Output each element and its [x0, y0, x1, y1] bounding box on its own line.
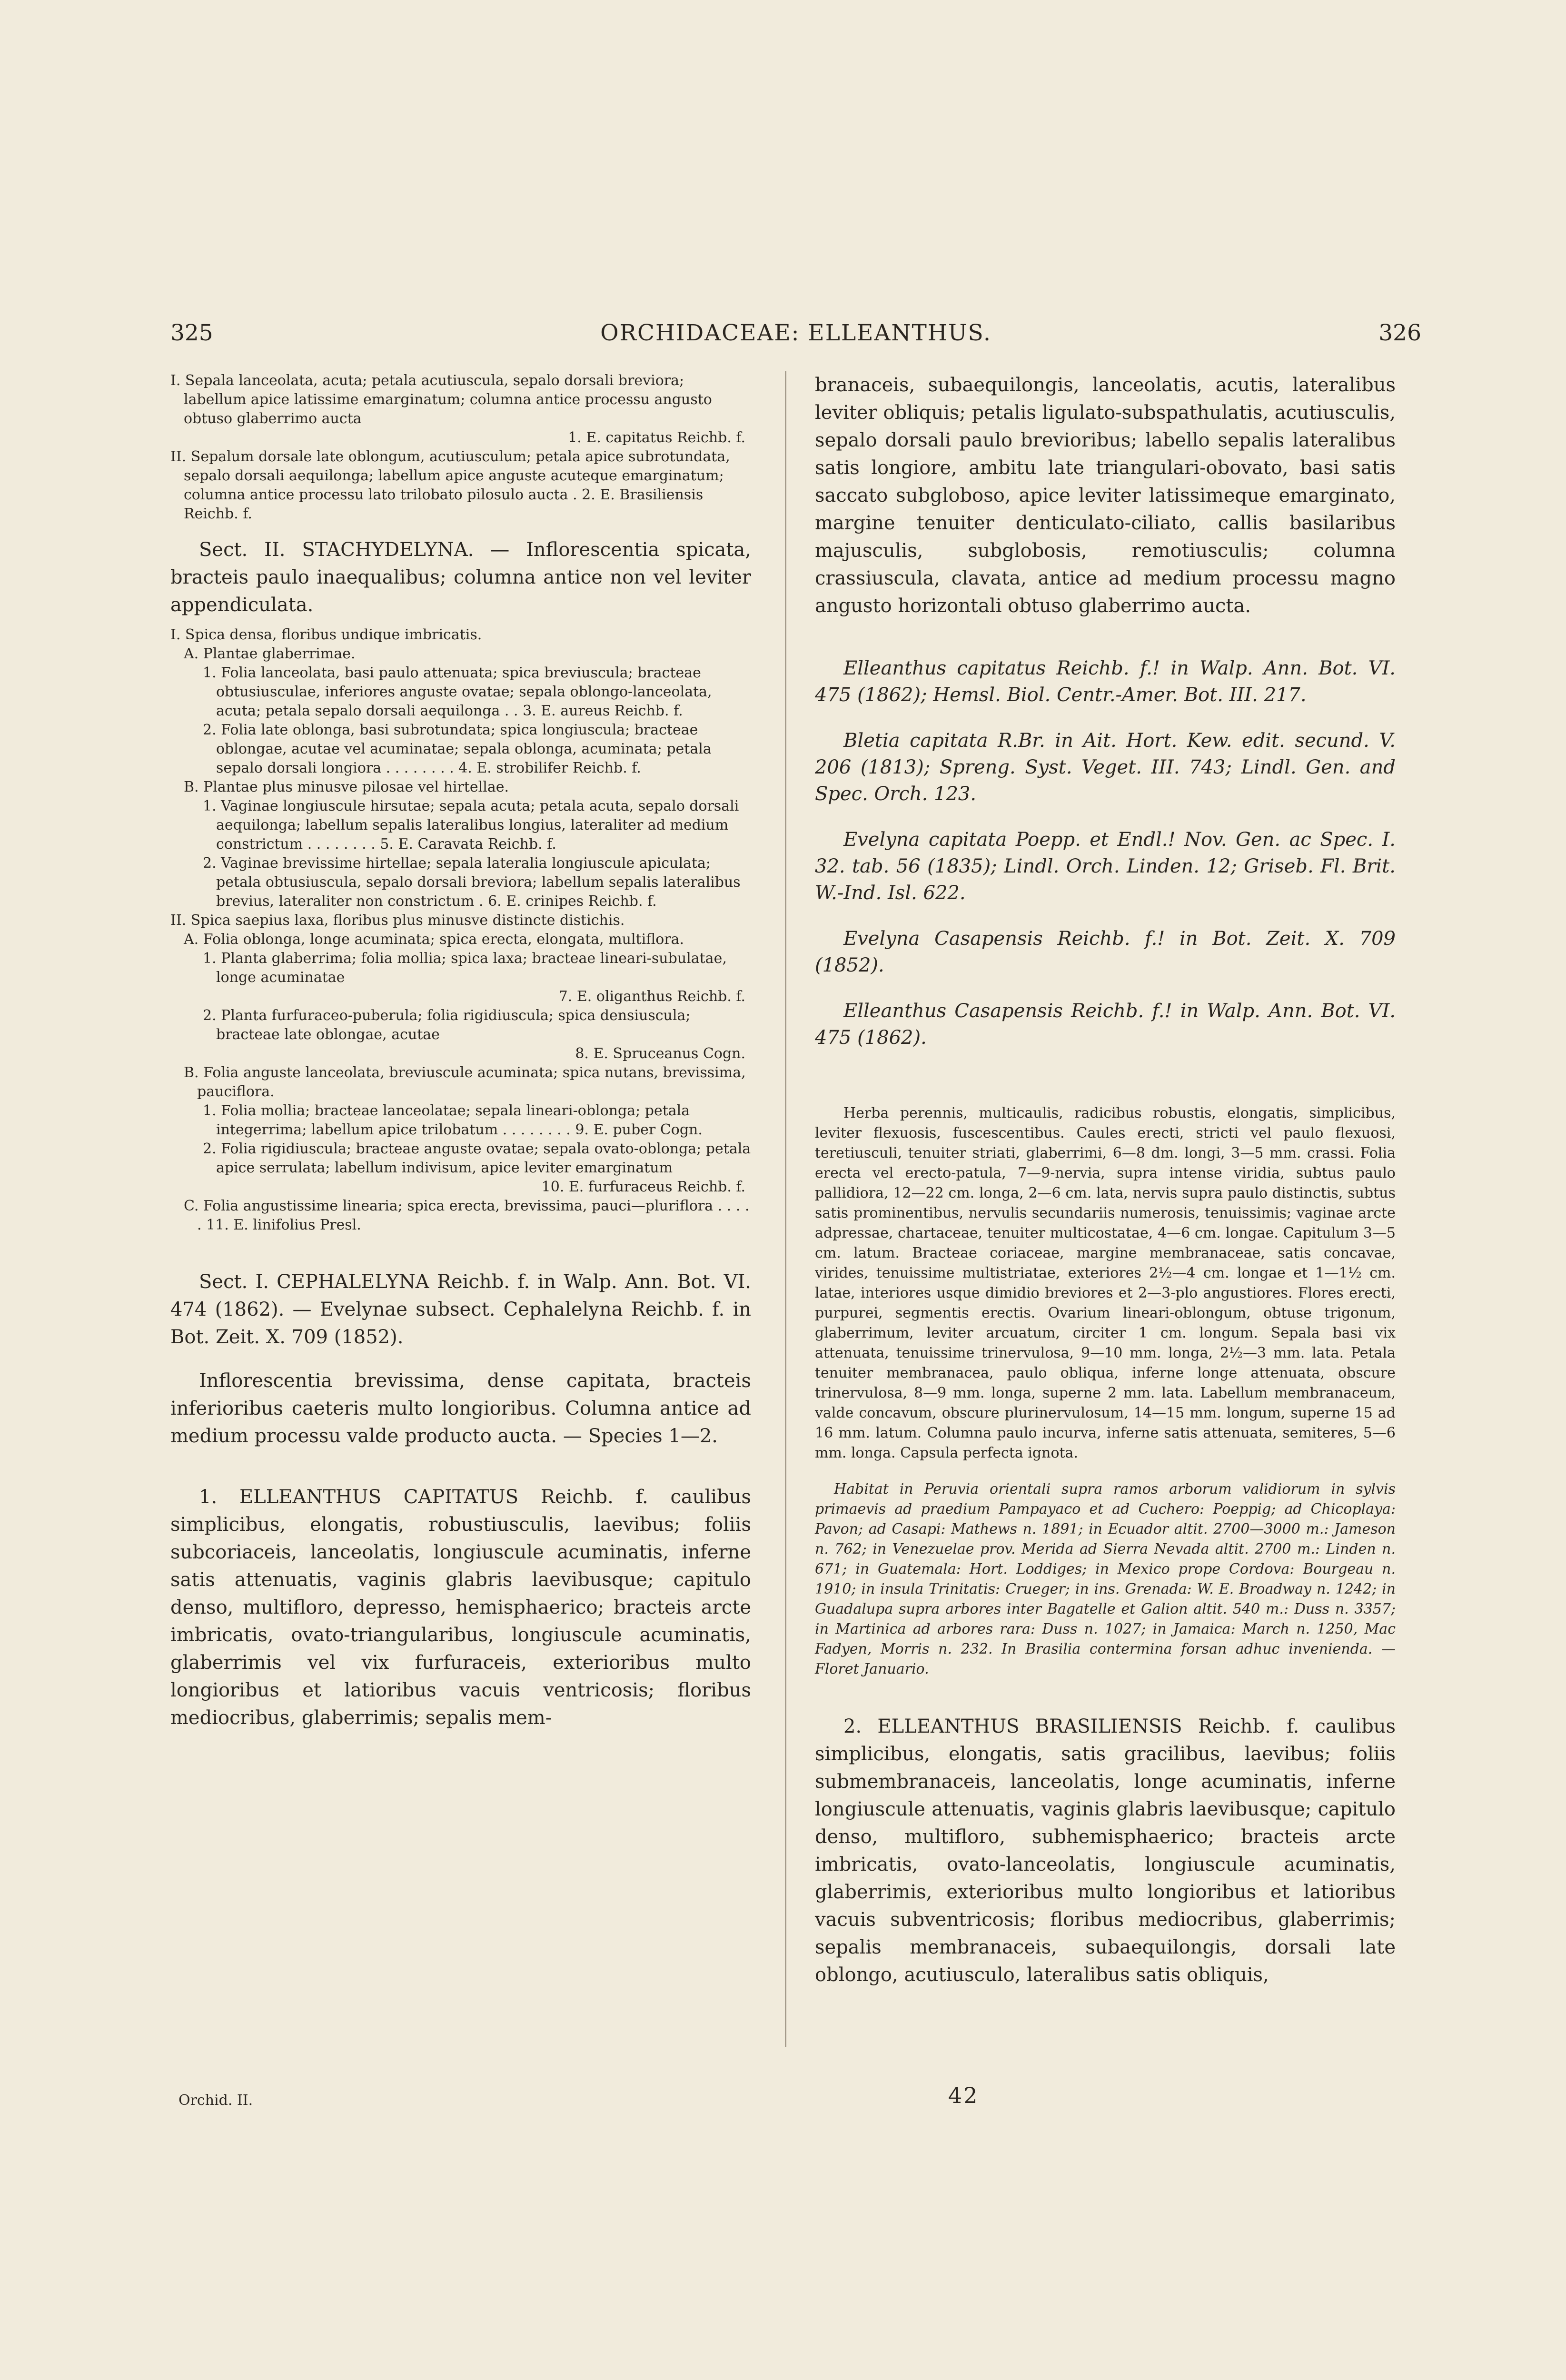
key-line: 2. Folia late oblonga, basi subrotundata; spica longiuscula; bracteae oblongae, acutae vel acuminatae; sepala oblonga, acuminata; petala sepalo dorsali longiora . . . . . . . . 4. E. strobilifer Reichb. f. [203, 722, 712, 776]
synonym-entry: Evelyna capitata Poepp. et Endl.! Nov. Gen. ac Spec. I. 32. tab. 56 (1835); Lindl. Orch. Linden. 12; Griseb. Fl. Brit. W.-Ind. Isl. 622. [815, 829, 1396, 904]
species-1-habitat: Habitat in Peruvia orientali supra ramos arborum validiorum in sylvis primaevis ad praedium Pampayaco et ad Cuchero: Poeppig; ad Chicoplaya: Pavon; ad Casapi: Mathews n. 1891; in Ecuador altit. 2700—3000 m.: Jameson n. 762; in Venezuelae prov. Merida ad Sierra Nevada altit. 2700 m.: Linden n. 671; in Guatemala: Hort. Loddiges; in Mexico prope Cordova: Bourgeau n. 1910; in insula Trinitatis: Crueger; in ins. Grenada: W. E. Broadway n. 1242; in Guadalupa supra arbores inter Bagatelle et Galion altit. 540 m.: Duss n. 3357; in Martinica ad arbores rara: Duss n. 1027; in Jamaica: March n. 1250, Mac Fadyen, Morris n. 232. In Brasilia contermina forsan adhuc invenienda. — Floret Januario. [815, 1481, 1396, 1677]
footer-signature-label: Orchid. II. [178, 2092, 253, 2109]
page-header [170, 320, 1421, 358]
key-line: II. Sepalum dorsale late oblongum, acutiusculum; petala apice subrotundata, sepalo dorsali aequilonga; labellum apice anguste acuteque emarginatum; columna antice processu lato trilobato pilosulo aucta . 2. E. Brasiliensis Reichb. f. [170, 448, 730, 522]
right-column [815, 371, 1396, 1989]
key-line: B. Folia anguste lanceolata, breviuscule acuminata; spica nutans, brevissima, pauciflora. [184, 1064, 746, 1100]
key-line: 1. Folia mollia; bracteae lanceolatae; sepala lineari-oblonga; petala integerrima; labellum apice trilobatum . . . . . . . . 9. E. puber Cogn. [203, 1102, 703, 1138]
left-column [170, 371, 751, 1732]
key-line: 2. Vaginae brevissime hirtellae; sepala lateralia longiuscule apiculata; petala obtusiuscula, sepalo dorsali breviora; labellum sepalis lateralibus brevius, lateraliter non constrictum . 6. E. crinipes Reichb. f. [203, 855, 741, 910]
key-line: II. Spica saepius laxa, floribus plus minusve distincte distichis. [170, 912, 625, 929]
key-line: 7. E. oliganthus Reichb. f. [558, 988, 745, 1005]
running-title: ORCHIDACEAE: ELLEANTHUS. [600, 320, 991, 346]
synonym-entry: Elleanthus Casapensis Reichb. f.! in Walp. Ann. Bot. VI. 475 (1862). [815, 1000, 1396, 1049]
synonym-entry: Elleanthus capitatus Reichb. f.! in Walp. Ann. Bot. VI. 475 (1862); Hemsl. Biol. Centr.-Amer. Bot. III. 217. [815, 657, 1396, 706]
species-1-diagnosis-continued: branaceis, subaequilongis, lanceolatis, acutis, lateralibus leviter obliquis; petalis ligulato-subspathulatis, acutiusculis, sepalo dorsali paulo brevioribus; labello sepalis lateralibus satis longiore, ambitu late triangulari-obovato, basi satis saccato subgloboso, apice leviter latissimeque emarginato, margine tenuiter denticulato-ciliato, callis basilaribus majusculis, subglobosis, remotiusculis; columna crassiuscula, clavata, antice ad medium processu magno angusto horizontali obtuso glaberrimo aucta. [815, 374, 1396, 617]
species-1-description: Herba perennis, multicaulis, radicibus robustis, elongatis, simplicibus, leviter flexuosis, fuscescentibus. Caules erecti, stricti vel paulo flexuosi, teretiusculi, tenuiter striati, glaberrimi, 6—8 dm. longi, 3—5 mm. crassi. Folia erecta vel erecto-patula, 7—9-nervia, supra intense viridia, subtus paulo pallidiora, 12—22 cm. longa, 2—6 cm. lata, nervis supra paulo distinctis, subtus satis prominentibus, nervulis secundariis numerosis, tenuissimis; vaginae arcte adpressae, chartaceae, tenuiter multicostatae, 4—6 cm. longae. Capitulum 3—5 cm. latum. Bracteae coriaceae, margine membranaceae, satis concavae, virides, tenuissime multistriatae, exteriores 2½—4 cm. longae et 1—1½ cm. latae, interiores usque dimidio breviores et 2—3-plo angustiores. Flores erecti, purpurei, segmentis erectis. Ovarium lineari-oblongum, obtuse trigonum, glaberrimum, leviter arcuatum, circiter 1 cm. longum. Sepala basi vix attenuata, tenuissime trinervulosa, 9—10 mm. longa, 2½—3 mm. lata. Petala tenuiter membranacea, paulo obliqua, inferne longe attenuata, obscure trinervulosa, 8—9 mm. longa, superne 2 mm. lata. Labellum membranaceum, valde concavum, obscure plurinervulosum, 14—15 mm. longum, superne 15 ad 16 mm. latum. Columna paulo incurva, inferne satis attenuata, semiteres, 5—6 mm. longa. Capsula perfecta ignota. [815, 1105, 1396, 1461]
page-number-right: 326 [1378, 320, 1421, 346]
key-line: 1. Planta glaberrima; folia mollia; spica laxa; bracteae lineari-subulatae, longe acuminatae [203, 950, 727, 986]
synonym-entry: Bletia capitata R.Br. in Ait. Hort. Kew. edit. secund. V. 206 (1813); Spreng. Syst. Veget. III. 743; Lindl. Gen. and Spec. Orch. 123. [815, 730, 1396, 805]
synonymy [815, 655, 1396, 1051]
species-1-diagnosis: 1. ELLEANTHUS CAPITATUS Reichb. f. caulibus simplicibus, elongatis, robustiusculis, laevibus; foliis subcoriaceis, lanceolatis, longiuscule acuminatis, inferne satis attenuatis, vaginis glabris laevibusque; capitulo denso, multifloro, depresso, hemisphaerico; bracteis arcte imbricatis, ovato-triangularibus, longiuscule acuminatis, glaberrimis vel vix furfuraceis, exterioribus multo longioribus et latioribus vacuis ventricosis; floribus mediocribus, glaberrimis; sepalis mem- [170, 1486, 751, 1729]
key-line: I. Spica densa, floribus undique imbricatis. [170, 626, 482, 643]
section-cephalelyna-description: Inflorescentia brevissima, dense capitata, bracteis inferioribus caeteris multo longioribus. Columna antice ad medium processu valde producto aucta. — Species 1—2. [170, 1370, 751, 1447]
page-number-left: 325 [170, 320, 213, 346]
species-2-diagnosis: 2. ELLEANTHUS BRASILIENSIS Reichb. f. caulibus simplicibus, elongatis, satis gracilibus, laevibus; foliis submembranaceis, lanceolatis, longe acuminatis, inferne longiuscule attenuatis, vaginis glabris laevibusque; capitulo denso, multifloro, subhemisphaerico; bracteis arcte imbricatis, ovato-lanceolatis, longiuscule acuminatis, glaberrimis, exterioribus multo longioribus et latioribus vacuis subventricosis; floribus mediocribus, glaberrimis; sepalis membranaceis, subaequilongis, dorsali late oblongo, acutiusculo, lateralibus satis obliquis, [815, 1716, 1396, 1986]
section-cephalelyna: Sect. I. CEPHALELYNA Reichb. f. in Walp. Ann. Bot. VI. 474 (1862). — Evelynae subsect. Cephalelyna Reichb. f. in Bot. Zeit. X. 709 (1852). [170, 1271, 751, 1348]
signature-number: 42 [948, 2082, 979, 2108]
key-line: 8. E. Spruceanus Cogn. [575, 1045, 745, 1062]
column-divider [785, 371, 786, 2047]
key-line: 1. E. capitatus Reichb. f. [568, 429, 745, 446]
key-line: B. Plantae plus minusve pilosae vel hirtellae. [184, 779, 509, 795]
key-line: 2. Folia rigidiuscula; bracteae anguste ovatae; sepala ovato-oblonga; petala apice serrulata; labellum indivisum, apice leviter emarginatum [203, 1140, 751, 1176]
key-line: 1. Folia lanceolata, basi paulo attenuata; spica breviuscula; bracteae obtusiusculae, inferiores anguste ovatae; sepala oblongo-lanceolata, acuta; petala sepalo dorsali aequilonga . . 3. E. aureus Reichb. f. [203, 664, 712, 719]
section-stachydelyna: Sect. II. STACHYDELYNA. — Inflorescentia spicata, bracteis paulo inaequalibus; columna antice non vel leviter appendiculata. [170, 539, 751, 616]
synonym-entry: Evelyna Casapensis Reichb. f.! in Bot. Zeit. X. 709 (1852). [815, 928, 1396, 976]
key-line: 1. Vaginae longiuscule hirsutae; sepala acuta; petala acuta, sepalo dorsali aequilonga; labellum sepalis lateralibus longius, lateraliter ad medium constrictum . . . . . . . . 5. E. Caravata Reichb. f. [203, 798, 739, 853]
key-line: 10. E. furfuraceus Reichb. f. [541, 1179, 745, 1195]
key-line: A. Folia oblonga, longe acuminata; spica erecta, elongata, multiflora. [184, 931, 684, 948]
key-line: C. Folia angustissime linearia; spica erecta, brevissima, pauci—pluriflora . . . . . 11. E. linifolius Presl. [184, 1198, 750, 1233]
key-stachydelyna [170, 625, 751, 1235]
key-line: A. Plantae glaberrimae. [184, 645, 356, 662]
key-line: 2. Planta furfuraceo-puberula; folia rigidiuscula; spica densiuscula; bracteae late oblongae, acutae [203, 1007, 691, 1043]
key-cephalelyna [170, 371, 751, 524]
key-line: I. Sepala lanceolata, acuta; petala acutiuscula, sepalo dorsali breviora; labellum apice latissime emarginatum; columna antice processu angusto obtuso glaberrimo aucta [170, 372, 712, 427]
